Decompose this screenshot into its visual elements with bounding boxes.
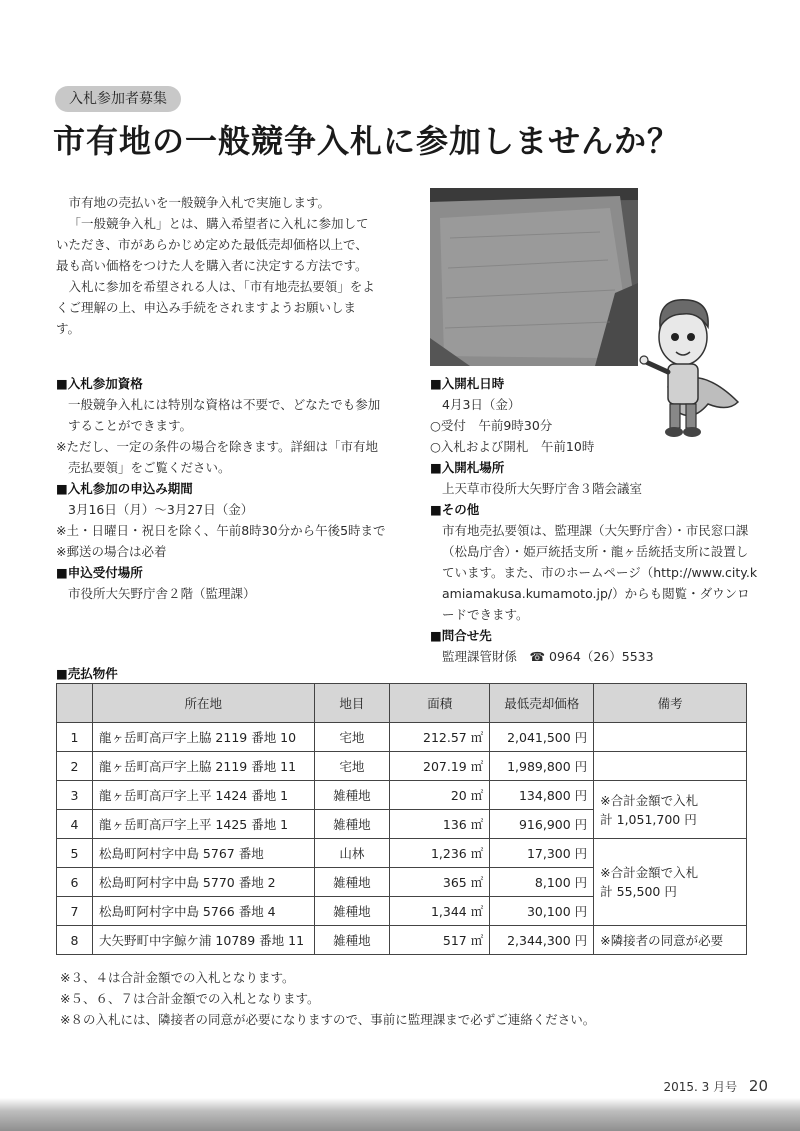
table-row: [57, 839, 747, 868]
intro-paragraph-2: 「一般競争入札」とは、購入希望者に入札に参加していただき、市があらかじめ定めた最低売却価格以上で、最も高い価格をつけた人を購入者に決定する方法です。: [56, 216, 369, 273]
row-area: 1,344 ㎡: [390, 897, 490, 926]
row-no: 2: [57, 752, 93, 781]
col-header-area: 面積: [390, 684, 490, 723]
intro-text: [56, 192, 378, 339]
footnotes: [60, 967, 595, 1030]
land-photo-image: [430, 188, 638, 366]
qualification-heading: ■入札参加資格: [56, 376, 143, 391]
row-location: 龍ヶ岳町高戸字上脇 2119 番地 10: [92, 723, 314, 752]
row-location: 龍ヶ岳町高戸字上平 1424 番地 1: [92, 781, 314, 810]
place-heading: ■申込受付場所: [56, 565, 143, 580]
page-title: 市有地の一般競争入札に参加しませんか？: [53, 122, 681, 160]
row-type: 山林: [314, 839, 390, 868]
land-photo: [430, 188, 638, 366]
other-text: 市有地売払要領は、監理課（大矢野庁舎）・市民窓口課（松島庁舎）・姫戸統括支所・龍ヶ岳統括支所に設置しています。また、市のホームページ（http://www.city.kamiamakusa.kumamoto.jp/）からも閲覧・ダウンロードできます。: [442, 523, 758, 622]
row-remarks: [594, 723, 747, 752]
row-location: 松島町阿村字中島 5770 番地 2: [92, 868, 314, 897]
table-row: [57, 926, 747, 955]
footer-band: [0, 1098, 800, 1131]
row-price: 17,300 円: [490, 839, 594, 868]
group-note-3-4-line2: 計 1,051,700 円: [600, 811, 697, 827]
row-type: 雑種地: [314, 897, 390, 926]
row-remarks: ※隣接者の同意が必要: [594, 926, 747, 955]
group-note-3-4-line1: ※合計金額で入札: [600, 792, 699, 808]
intro-paragraph-3: 入札に参加を希望される人は、「市有地売払要領」をよくご理解の上、申込み手続をされますようお願いします。: [56, 279, 375, 336]
group-note-5-7-line2: 計 55,500 円: [600, 884, 677, 899]
row-area: 517 ㎡: [390, 926, 490, 955]
contact-heading: ■問合せ先: [430, 628, 492, 643]
row-no: 8: [57, 926, 93, 955]
period-note-mail: ※郵送の場合は必着: [56, 544, 167, 559]
page-footer: [663, 1077, 768, 1095]
table-header-row: [57, 684, 747, 723]
row-location: 松島町阿村字中島 5767 番地: [92, 839, 314, 868]
row-area: 1,236 ㎡: [390, 839, 490, 868]
row-price: 2,344,300 円: [490, 926, 594, 955]
period-note-hours: ※土・日曜日・祝日を除く、午前8時30分から午後5時まで: [56, 523, 386, 538]
footnote-3: ※８の入札には、隣接者の同意が必要になりますので、事前に監理課まで必ずご連絡ください。: [60, 1012, 596, 1027]
table-row: [57, 752, 747, 781]
qualification-text: 一般競争入札には特別な資格は不要で、どなたでも参加することができます。: [68, 397, 381, 433]
table-row: [57, 723, 747, 752]
bidding-info: [430, 373, 760, 667]
row-type: 宅地: [314, 752, 390, 781]
reception-time: ○受付 午前9時30分: [430, 418, 553, 433]
col-header-location: 所在地: [92, 684, 314, 723]
contact-text: 監理課管財係 ☎ 0964（26）5533: [442, 649, 654, 664]
row-price: 2,041,500 円: [490, 723, 594, 752]
bid-date-text: 4月3日（金）: [442, 397, 521, 412]
row-type: 雑種地: [314, 926, 390, 955]
col-header-type: 地目: [314, 684, 390, 723]
category-tag: 入札参加者募集: [55, 86, 181, 112]
row-no: 7: [57, 897, 93, 926]
row-location: 龍ヶ岳町高戸字上脇 2119 番地 11: [92, 752, 314, 781]
venue-text: 上天草市役所大矢野庁舎３階会議室: [442, 481, 643, 496]
row-location: 松島町阿村字中島 5766 番地 4: [92, 897, 314, 926]
row-type: 雑種地: [314, 781, 390, 810]
row-area: 20 ㎡: [390, 781, 490, 810]
row-no: 6: [57, 868, 93, 897]
intro-paragraph-1: 市有地の売払いを一般競争入札で実施します。: [68, 195, 331, 210]
row-price: 30,100 円: [490, 897, 594, 926]
application-info: [56, 373, 386, 604]
period-text: 3月16日（月）～3月27日（金）: [68, 502, 254, 517]
footnote-1: ※３、４は合計金額での入札となります。: [60, 970, 295, 985]
col-header-price: 最低売却価格: [490, 684, 594, 723]
group-note-3-4: [594, 781, 747, 839]
row-location: 大矢野町中字鯨ケ浦 10789 番地 11: [92, 926, 314, 955]
period-heading: ■入札参加の申込み期間: [56, 481, 193, 496]
footnote-2: ※５、６、７は合計金額での入札となります。: [60, 991, 320, 1006]
row-no: 5: [57, 839, 93, 868]
row-area: 212.57 ㎡: [390, 723, 490, 752]
row-area: 207.19 ㎡: [390, 752, 490, 781]
row-area: 365 ㎡: [390, 868, 490, 897]
col-header-remarks: 備考: [594, 684, 747, 723]
properties-table: [56, 683, 747, 955]
page-number: 20: [748, 1077, 768, 1095]
bid-date-heading: ■入開札日時: [430, 376, 505, 391]
table-row: [57, 781, 747, 810]
qualification-note: ※ただし、一定の条件の場合を除きます。詳細は「市有地売払要領」をご覧ください。: [56, 439, 378, 475]
row-remarks: [594, 752, 747, 781]
venue-heading: ■入開札場所: [430, 460, 505, 475]
group-note-5-7-line1: ※合計金額で入札: [600, 865, 699, 880]
group-note-5-7: [594, 839, 747, 926]
place-text: 市役所大矢野庁舎２階（監理課）: [68, 586, 256, 601]
row-price: 134,800 円: [490, 781, 594, 810]
row-type: 宅地: [314, 723, 390, 752]
row-area: 136 ㎡: [390, 810, 490, 839]
row-price: 8,100 円: [490, 868, 594, 897]
row-no: 4: [57, 810, 93, 839]
other-heading: ■その他: [430, 502, 480, 517]
row-price: 916,900 円: [490, 810, 594, 839]
properties-heading: ■売払物件: [56, 666, 118, 681]
row-no: 3: [57, 781, 93, 810]
row-no: 1: [57, 723, 93, 752]
row-price: 1,989,800 円: [490, 752, 594, 781]
row-location: 龍ヶ岳町高戸字上平 1425 番地 1: [92, 810, 314, 839]
col-header-no: [57, 684, 93, 723]
opening-time: ○入札および開札 午前10時: [430, 439, 595, 454]
issue-label: 2015. 3 月号: [663, 1080, 738, 1094]
row-type: 雑種地: [314, 868, 390, 897]
row-type: 雑種地: [314, 810, 390, 839]
